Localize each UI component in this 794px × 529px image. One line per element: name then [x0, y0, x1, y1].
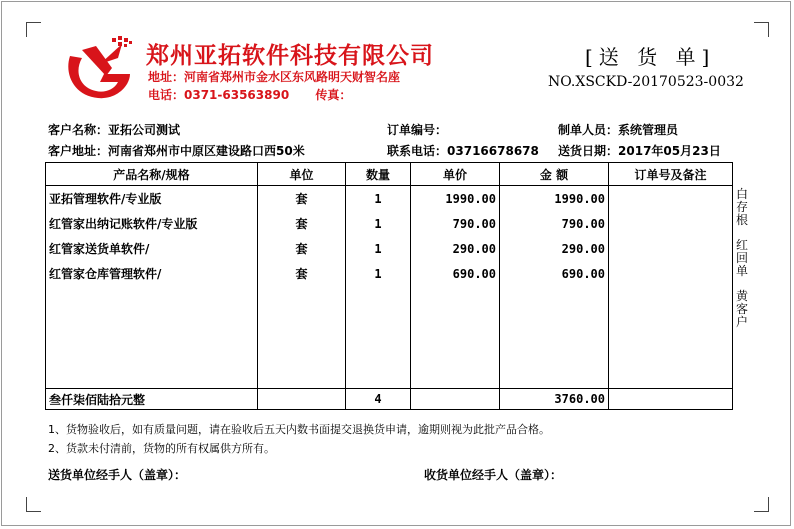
items-table [45, 162, 733, 410]
cell-product: 红管家出纳记账软件/专业版 [46, 211, 258, 236]
cell-qty: 1 [346, 261, 411, 286]
delivery-date-label: 送货日期： [558, 144, 619, 158]
copy-label-white: 白存根 [735, 187, 748, 227]
cell-unit: 套 [258, 186, 346, 212]
header-price: 单价 [411, 163, 500, 186]
cell-unit: 套 [258, 236, 346, 261]
note-2: 2、货款未付清前，货物的所有权属供方所有。 [48, 442, 275, 455]
document-title: [送 货 单] [585, 45, 716, 69]
header-remark: 订单号及备注 [609, 163, 733, 186]
order-number [387, 121, 447, 138]
cell-product: 亚拓管理软件/专业版 [46, 186, 258, 212]
contact-phone-value: 03716678678 [447, 144, 539, 158]
cell-product: 红管家送货单软件/ [46, 236, 258, 261]
table-filler-row [46, 286, 733, 389]
company-name: 郑州亚拓软件科技有限公司 [146, 43, 434, 69]
maker-label: 制单人员： [558, 123, 619, 137]
company-fax: 传真： [315, 88, 352, 102]
customer-name-label: 客户名称： [48, 123, 109, 137]
crop-mark-bottom-left [26, 497, 41, 512]
note-1: 1、货物验收后，如有质量问题，请在验收后五天内数书面提交退换货申请，逾期则视为此批产品合格。 [48, 423, 550, 436]
company-logo-icon [60, 34, 138, 106]
table-row [46, 236, 733, 261]
cell-price: 690.00 [411, 261, 500, 286]
cell-unit: 套 [258, 211, 346, 236]
crop-mark-top-left [26, 22, 41, 37]
cell-unit: 套 [258, 261, 346, 286]
cell-remark [609, 186, 733, 212]
contact-phone-label: 联系电话： [387, 144, 448, 158]
company-contact [148, 86, 351, 103]
receiver-signature: 收货单位经手人（盖章）： [424, 468, 563, 482]
header-unit: 单位 [258, 163, 346, 186]
table-row [46, 261, 733, 286]
table-row [46, 186, 733, 212]
cell-remark [609, 211, 733, 236]
cell-remark [609, 236, 733, 261]
company-phone: 电话：0371-63563890 [148, 88, 290, 102]
cell-qty: 1 [346, 186, 411, 212]
copy-label-yellow: 黄客户 [735, 289, 748, 329]
maker [558, 121, 678, 138]
table-row [46, 211, 733, 236]
total-amount: 3760.00 [500, 389, 609, 410]
header-amount: 金 额 [500, 163, 609, 186]
total-amount-words: 叁仟柒佰陆拾元整 [46, 389, 258, 410]
cell-product: 红管家仓库管理软件/ [46, 261, 258, 286]
customer-address-value: 河南省郑州市中原区建设路口西50米 [108, 144, 305, 158]
order-number-label: 订单编号： [387, 123, 448, 137]
customer-address [48, 142, 305, 159]
customer-address-label: 客户地址： [48, 144, 109, 158]
maker-value: 系统管理员 [618, 123, 679, 137]
cell-amount: 290.00 [500, 236, 609, 261]
crop-mark-top-right [754, 22, 769, 37]
cell-price: 790.00 [411, 211, 500, 236]
contact-phone [387, 142, 539, 159]
table-total-row [46, 389, 733, 410]
cell-price: 290.00 [411, 236, 500, 261]
copy-label-red: 红回单 [735, 238, 748, 278]
customer-name [48, 121, 180, 138]
company-address: 地址：河南省郑州市金水区东风路明天财智名座 [148, 70, 401, 84]
delivery-date [558, 142, 721, 159]
sender-signature: 送货单位经手人（盖章）： [48, 468, 187, 482]
cell-price: 1990.00 [411, 186, 500, 212]
copy-labels [735, 188, 749, 341]
cell-remark [609, 261, 733, 286]
cell-qty: 1 [346, 211, 411, 236]
header-qty: 数量 [346, 163, 411, 186]
header-product: 产品名称/规格 [46, 163, 258, 186]
table-header-row [46, 163, 733, 186]
document-number: NO.XSCKD-20170523-0032 [548, 74, 744, 90]
customer-name-value: 亚拓公司测试 [108, 123, 181, 137]
cell-qty: 1 [346, 236, 411, 261]
delivery-date-value: 2017年05月23日 [618, 144, 721, 158]
cell-amount: 690.00 [500, 261, 609, 286]
total-qty: 4 [346, 389, 411, 410]
cell-amount: 1990.00 [500, 186, 609, 212]
cell-amount: 790.00 [500, 211, 609, 236]
crop-mark-bottom-right [754, 497, 769, 512]
